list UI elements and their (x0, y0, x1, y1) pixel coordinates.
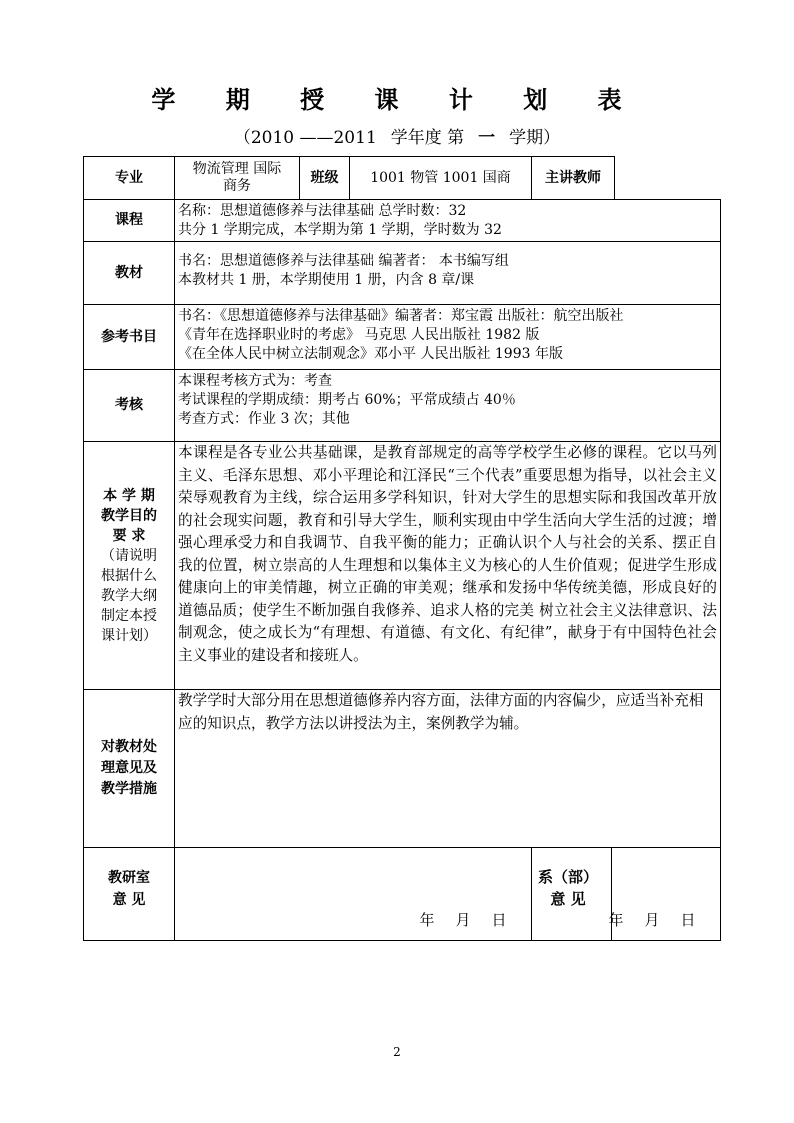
course-content (175, 200, 721, 242)
course-row (84, 200, 721, 242)
textbook-line: 本教材共 1 册，本学期使用 1 册，内含 8 章/课 (178, 272, 475, 288)
course-label: 课程 (84, 200, 175, 242)
measures-label (84, 690, 175, 848)
major-row (84, 157, 721, 200)
faculty-opinion-label (538, 866, 598, 910)
faculty-opinion-date (598, 911, 706, 930)
measures-label-line: 教学措施 (101, 781, 157, 797)
measures-label-line: 对教材处 (101, 739, 157, 755)
teacher-value (615, 157, 721, 200)
measures-label-line: 理意见及 (101, 760, 157, 776)
textbook-label: 教材 (84, 242, 175, 305)
date-year-label: 年 (419, 911, 435, 929)
academic-term-line (0, 123, 794, 148)
goals-label (84, 442, 175, 690)
major-value (175, 157, 300, 200)
dept-opinion-date (409, 911, 517, 930)
measures-content (175, 690, 721, 848)
goals-note-line: （请说明 (101, 547, 157, 564)
date-month-label: 月 (455, 911, 471, 929)
reference-label: 参考书目 (84, 305, 175, 370)
class-label: 班级 (300, 157, 350, 200)
goals-note-line: 根据什么 (101, 567, 157, 584)
textbook-row (84, 242, 721, 305)
dept-opinion-label (84, 848, 175, 941)
document-title: 学 期 授 课 计 划 表 (151, 85, 643, 114)
goals-label-line: 本 学 期 (103, 487, 155, 504)
class-value: 1001 物管 1001 国商 (350, 157, 532, 200)
dept-opinion-label-line: 教研室 (108, 870, 150, 886)
goals-text: 本课程是各专业公共基础课，是教育部规定的高等学校学生必修的课程。它以马列主义、毛泽东思想、邓小平理论和江泽民“三个代表”重要思想为指导，以社会主义荣辱观教育为主线，综合运用多学科知识，针对大学生的思想实际和我国改革开放的社会现实问题，教育和引导大学生，顺利实现由中学生活向大学生活的过渡；增强心理承受力和自我调节、自我平衡的能力；正确认识个人与社会的关系、摆正自我的位置，树立崇高的人生理想和以集体主义为核心的人生价值观；促进学生形成健康向上的审美情趣，树立正确的审美观；继承和发扬中华传统美德，形成良好的道德品质；使学生不断加强自我修养、追求人格的完美 树立社会主义法律意识、法制观念，使之成长为“有理想、有道德、有文化、有纪律”，献身于有中国特色社会主义事业的建设者和接班人。 (178, 444, 717, 664)
goals-row (84, 442, 721, 690)
term-suffix: 学期） (509, 128, 561, 148)
exam-line: 本课程考核方式为：考查 (178, 373, 332, 389)
exam-line: 考查方式：作业 3 次；其他 (178, 411, 350, 427)
dept-opinion-field (175, 848, 532, 941)
date-day-label: 日 (680, 911, 696, 929)
textbook-content (175, 242, 721, 305)
goals-note-line: 制定本授 (101, 607, 157, 624)
date-day-label: 日 (491, 911, 507, 929)
teacher-label: 主讲教师 (532, 157, 615, 200)
plan-table (83, 156, 721, 941)
opinion-row (84, 848, 721, 941)
exam-content (175, 370, 721, 442)
page-number: 2 (393, 1045, 401, 1059)
goals-note-line: 课计划） (101, 627, 157, 644)
goals-note-line: 教学大纲 (101, 587, 157, 604)
reference-item: 《青年在选择职业时的考虑》 马克思 人民出版社 1982 版 (178, 327, 540, 343)
exam-label: 考核 (84, 370, 175, 442)
faculty-opinion-cell (532, 848, 721, 941)
academic-year-label: 学年度 第 (390, 128, 465, 148)
date-year-label: 年 (608, 911, 624, 929)
textbook-line: 书名：思想道德修养与法律基础 编著者： 本书编写组 (178, 253, 509, 269)
date-month-label: 月 (644, 911, 660, 929)
reference-item: 书名：《思想道德修养与法律基础》编著者：郑宝霞 出版社：航空出版社 (178, 308, 624, 324)
measures-row (84, 690, 721, 848)
reference-content (175, 305, 721, 370)
major-label: 专业 (84, 157, 175, 200)
goals-label-line: 教学目的 (101, 507, 157, 524)
course-line: 名称：思想道德修养与法律基础 总学时数：32 (178, 203, 467, 219)
faculty-opinion-label-line: 系（部） (538, 868, 599, 886)
major-value-line: 商务 (223, 178, 251, 194)
measures-text: 教学学时大部分用在思想道德修养内容方面，法律方面的内容偏少，应适当补充相应的知识点，教学方法以讲授法为主，案例教学为辅。 (178, 692, 704, 732)
major-value-line: 物流管理 国际 (192, 161, 282, 177)
dept-opinion-label-line: 意 见 (112, 892, 146, 908)
course-line: 共分 1 学期完成，本学期为第 1 学期，学时数为 32 (178, 222, 502, 238)
reference-row (84, 305, 721, 370)
goals-label-line: 要 求 (112, 527, 146, 544)
reference-item: 《在全体人民中树立法制观念》邓小平 人民出版社 1993 年版 (178, 346, 563, 362)
goals-content (175, 442, 721, 690)
academic-year-range: （2010 ——2011 (233, 128, 377, 148)
exam-row (84, 370, 721, 442)
term-number: 一 (478, 128, 496, 148)
faculty-opinion-label-line: 意 见 (550, 890, 586, 908)
exam-line: 考试课程的学期成绩：期考占 60%；平常成绩占 40％ (178, 392, 516, 408)
